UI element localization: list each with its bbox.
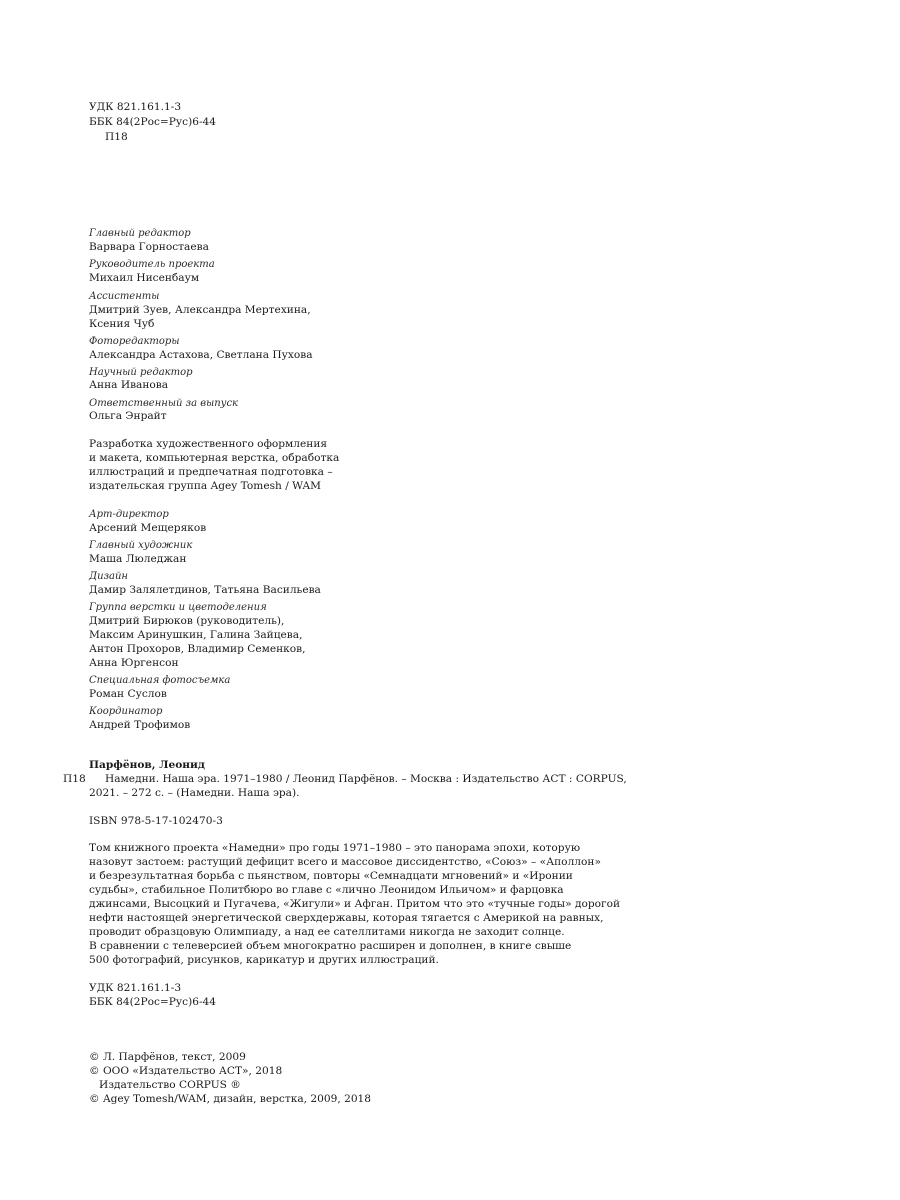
design-line: Разработка художественного оформления [89,438,328,450]
design-line: и макета, компьютерная верстка, обработка [89,452,340,464]
credit-name: Роман Суслов [89,688,167,700]
credit-name: Ольга Энрайт [89,410,167,422]
credit-name: Дамир Залялетдинов, Татьяна Васильева [89,584,321,596]
abstract-line: и безрезультатная борьба с пьянством, повторы «Семнадцати мгновений» и «Иронии [89,870,573,882]
copyright-line: © Л. Парфёнов, текст, 2009 [89,1051,246,1063]
credit-role: Ассистенты [89,291,160,302]
design-line: иллюстраций и предпечатная подготовка – [89,466,333,478]
abstract-line: нефти настоящей энергетической сверхдержавы, которая тягается с Америкой на равных, [89,912,604,924]
abstract-line: назовут застоем: растущий дефицит всего и массовое диссидентство, «Союз» – «Аполлон» [89,856,601,868]
credit-name: Антон Прохоров, Владимир Семенков, [89,643,306,655]
credit-name: Анна Иванова [89,379,169,391]
abstract-line: 500 фотографий, рисунков, карикатур и других иллюстраций. [89,954,439,966]
credit-name: Варвара Горностаева [89,241,209,253]
credit-name: Арсений Мещеряков [89,522,207,534]
udk-top: УДК 821.161.1-3 [89,101,182,113]
abstract-line: В сравнении с телеверсией объем многократно расширен и дополнен, в книге свыше [89,940,572,952]
credit-role: Главный художник [89,540,193,551]
abstract-line: Том книжного проекта «Намедни» про годы 1971–1980 – это панорама эпохи, которую [89,842,581,854]
credit-name: Маша Люледжан [89,553,187,565]
isbn: ISBN 978-5-17-102470-3 [89,815,223,827]
bib-author: Парфёнов, Леонид [89,759,205,771]
bbk-bottom: ББК 84(2Рос=Рус)6-44 [89,996,217,1008]
bib-line: 2021. – 272 с. – (Намедни. Наша эра). [89,787,300,799]
credit-role: Главный редактор [89,228,191,239]
abstract-line: судьбы», стабильное Политбюро во главе с «лично Леонидом Ильичом» и фарцовка [89,884,564,896]
bib-code: П18 [63,773,86,785]
credit-name: Ксения Чуб [89,318,155,330]
credit-name: Дмитрий Бирюков (руководитель), [89,615,285,627]
credit-name: Александра Астахова, Светлана Пухова [89,349,313,361]
credit-role: Научный редактор [89,367,193,378]
credit-role: Арт-директор [89,509,169,520]
credit-role: Руководитель проекта [89,259,215,270]
credit-name: Анна Юргенсон [89,657,179,669]
credit-role: Ответственный за выпуск [89,398,239,409]
copyright-line: Издательство CORPUS ® [99,1079,241,1091]
abstract-line: джинсами, Высоцкий и Пугачева, «Жигули» и Афган. Притом что это «тучные годы» дорогой [89,898,621,910]
credit-name: Михаил Нисенбаум [89,272,200,284]
credit-name: Максим Аринушкин, Галина Зайцева, [89,629,303,641]
credit-role: Фоторедакторы [89,336,180,347]
credit-role: Группа верстки и цветоделения [89,602,267,613]
credit-role: Координатор [89,706,163,717]
copyright-line: © Agey Tomesh/WAM, дизайн, верстка, 2009, 2018 [89,1093,372,1105]
credit-role: Дизайн [89,571,129,582]
design-line: издательская группа Agey Tomesh / WAM [89,480,322,492]
bbk-top: ББК 84(2Рос=Рус)6-44 [89,116,217,128]
bib-line: Намедни. Наша эра. 1971–1980 / Леонид Парфёнов. – Москва : Издательство АСТ : CORPUS, [105,773,627,785]
credit-name: Дмитрий Зуев, Александра Мертехина, [89,304,311,316]
credit-name: Андрей Трофимов [89,719,191,731]
credit-role: Специальная фотосъемка [89,675,231,686]
author-code-top: П18 [105,131,128,143]
udk-bottom: УДК 821.161.1-3 [89,982,182,994]
abstract-line: проводит образцовую Олимпиаду, а над ее сателлитами никогда не заходит солнце. [89,926,565,938]
copyright-line: © ООО «Издательство АСТ», 2018 [89,1065,283,1077]
